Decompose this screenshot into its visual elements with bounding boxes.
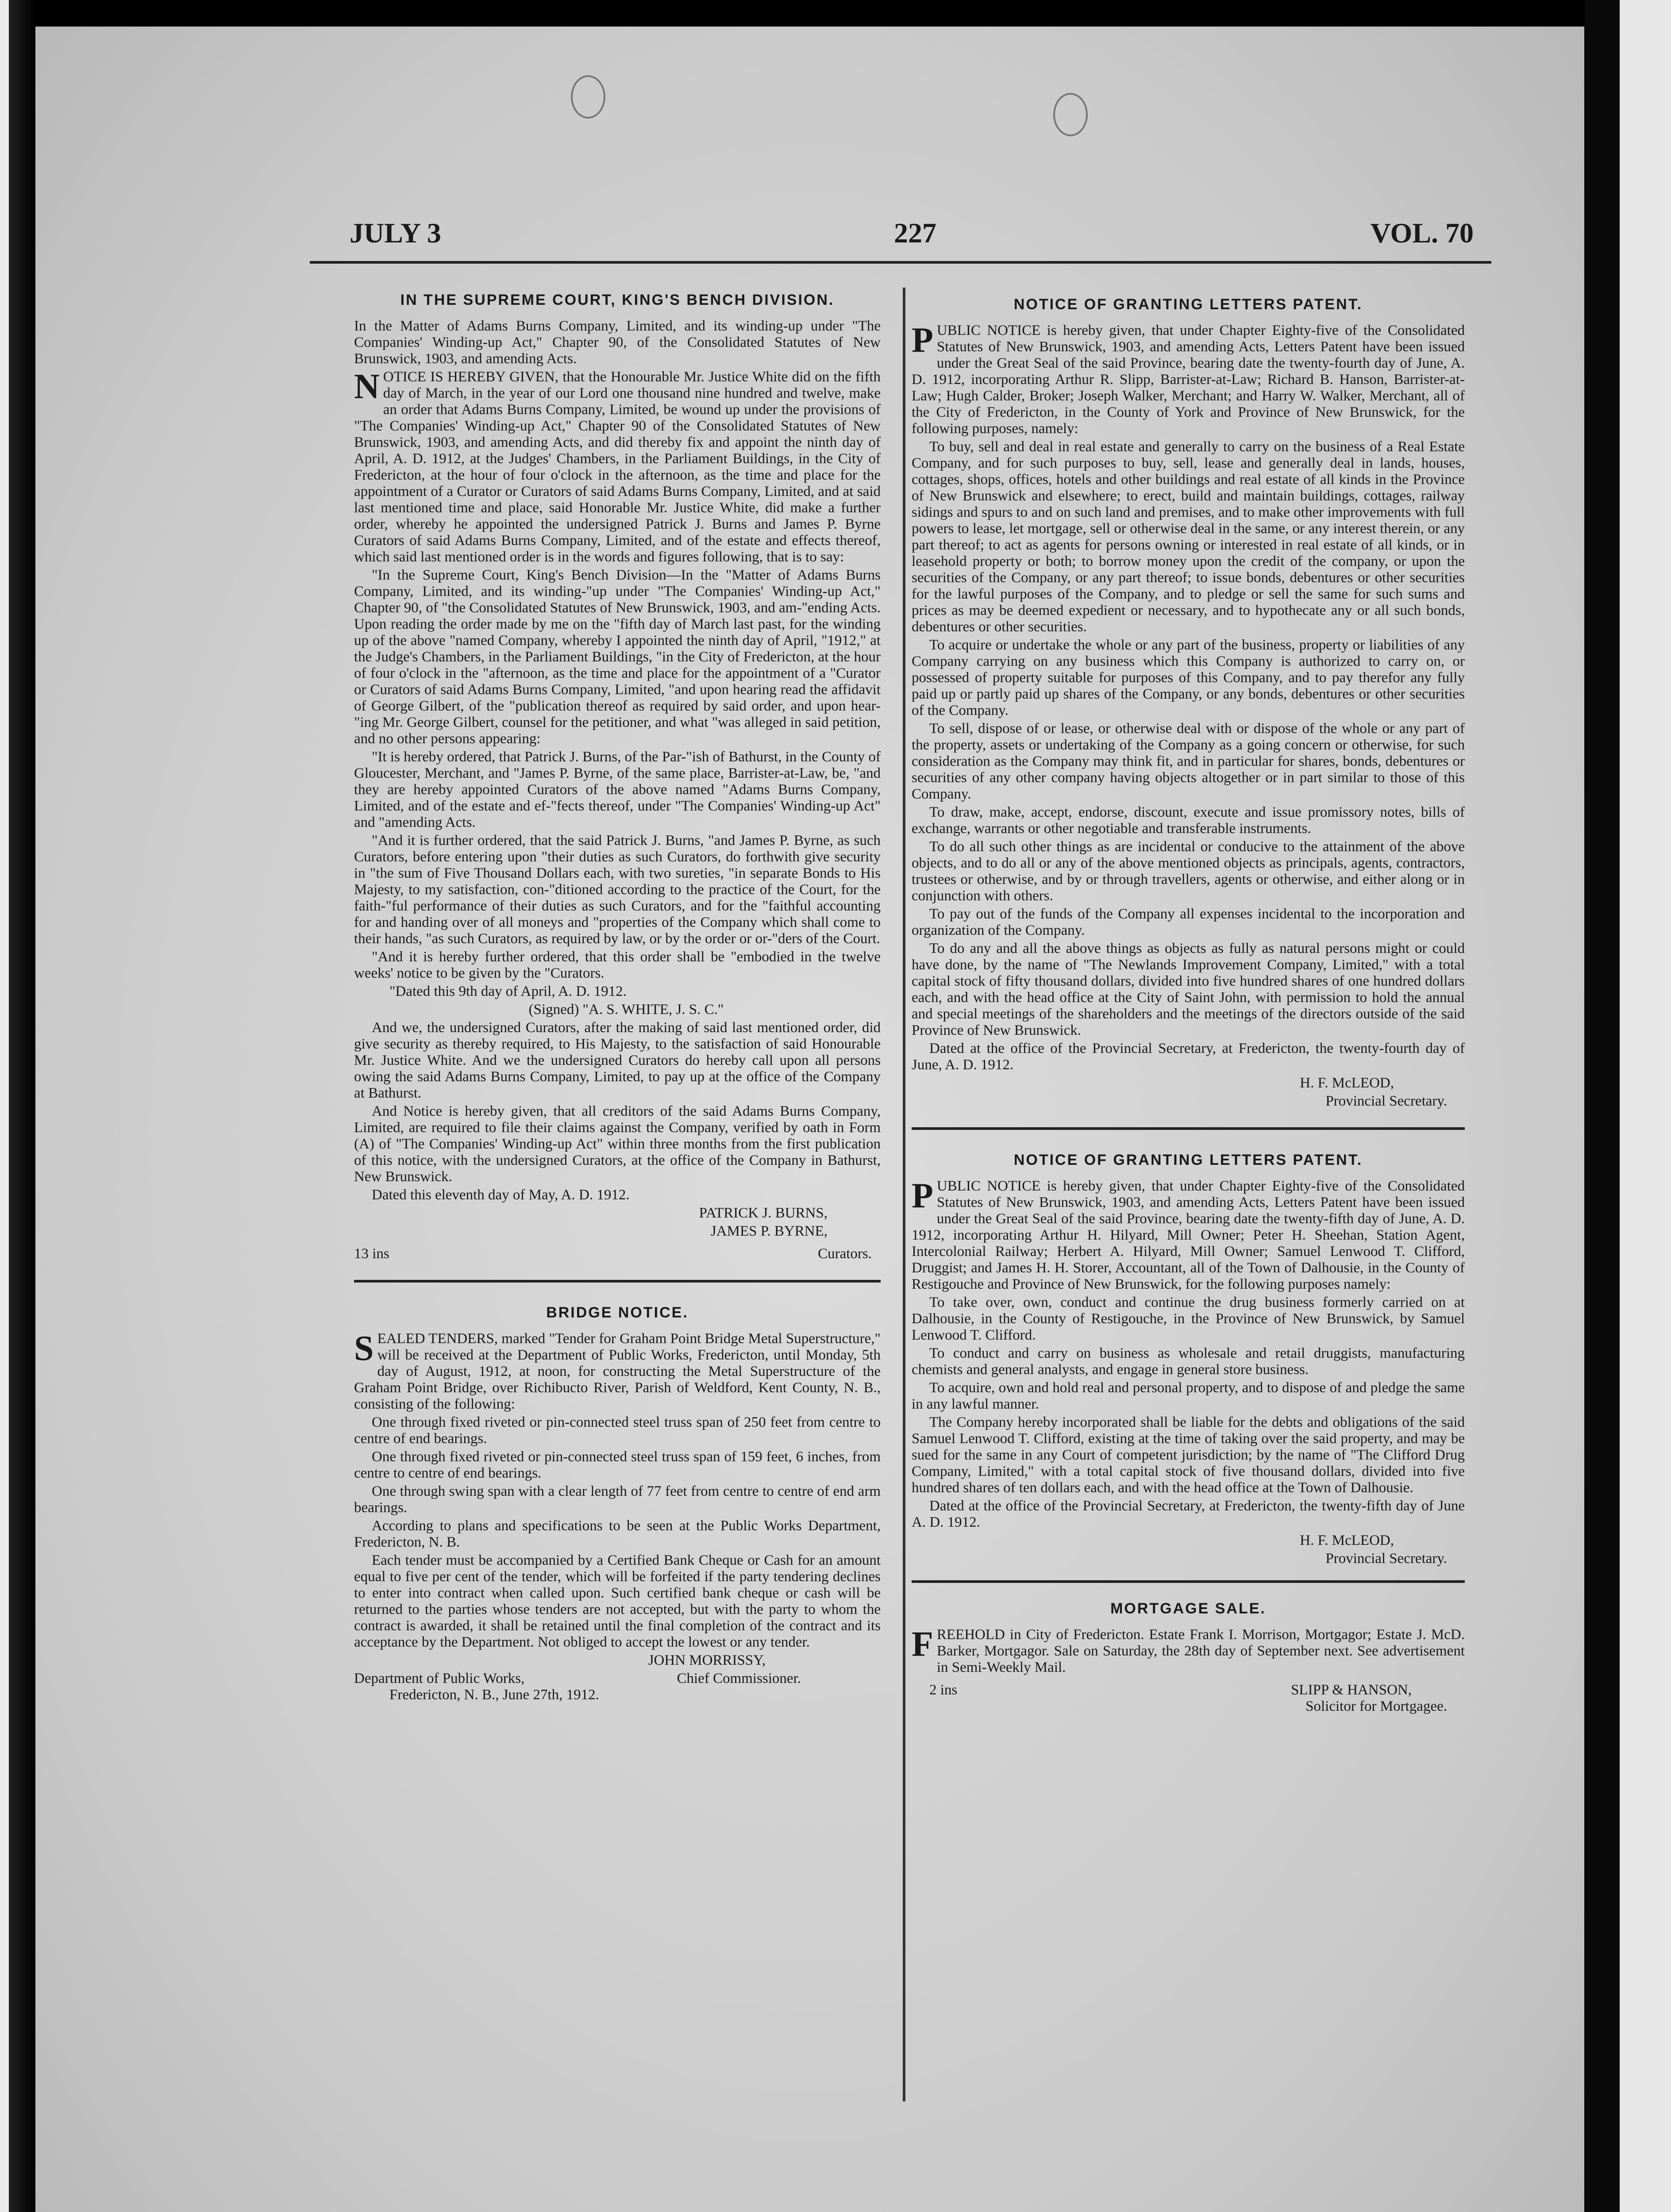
order-paragraph: "It is hereby ordered, that Patrick J. Burns, of the Par-"ish of Bathurst, in the County of Gloucester, Merchant, and "James P. Byrne, of the same place, Barrister-at-Law, be, "and they are hereby appointed Curators of the above named "Adams Burns Company, Limited, and of the estate and ef-"fects thereof, under "The Companies' Winding-up Act" and "amending Acts. bbox=[354, 749, 881, 830]
patent-body: UBLIC NOTICE is hereby given, that under Chapter Eighty-five of the Consolidated Statutes of New Brunswick, 1903, and amending Acts, Letters Patent have been issued under the Great Seal of the said Province, bearing date the twenty-fourth day of June, A. D. 1912, incorporating Arthur R. Slipp, Barrister-at-Law; Richard B. Hanson, Barrister-at-Law; Hugh Calder, Broker; Joseph Walker, Merchant; and Harry W. Walker, Merchant, all of the City of Fredericton, in the County of York and Province of New Brunswick, for the following purposes, namely: bbox=[912, 323, 1465, 437]
section-rule bbox=[354, 1280, 881, 1283]
mortgage-sale-notice bbox=[912, 1601, 1465, 1715]
patent-purpose: To do all such other things as are incidental or conducive to the attainment of the above objects, and to do all or any of the above mentioned objects as principals, agents, contractors, trustees or otherwise, and by or through travellers, agents or otherwise, and either along or in conjunction with others. bbox=[912, 839, 1465, 904]
mortgage-opening bbox=[912, 1627, 1465, 1676]
drop-cap: P bbox=[912, 1176, 933, 1215]
header-date: JULY 3 bbox=[350, 217, 441, 249]
drop-cap: N bbox=[354, 367, 380, 406]
header-rule bbox=[310, 261, 1491, 264]
signer-role: Provincial Secretary. bbox=[1325, 1551, 1447, 1567]
signer-name: H. F. McLEOD, bbox=[1300, 1532, 1394, 1548]
supreme-court-notice bbox=[354, 292, 881, 1262]
mortgage-title: MORTGAGE SALE. bbox=[1110, 1600, 1266, 1617]
volume-number: VOL. 70 bbox=[1370, 217, 1474, 249]
patent-purpose: To acquire, own and hold real and personal property, and to dispose of and pledge the same in any lawful manner. bbox=[912, 1380, 1465, 1412]
punch-hole bbox=[1053, 93, 1088, 136]
patent-purpose: To acquire or undertake the whole or any part of the business, property or liabilities of any Company carrying on any business which this Company is authorized to carry on, or possessed of property suitable for purposes of this Company, and to pay therefor any fully paid up or partly paid up shares of the Company, or any bonds, debentures or other securities of the Company. bbox=[912, 637, 1465, 718]
patent-purpose: To draw, make, accept, endorse, discount, execute and issue promissory notes, bills of exchange, warrants or other negotiable and transferable instruments. bbox=[912, 804, 1465, 837]
mortgage-body: REEHOLD in City of Fredericton. Estate Frank I. Morrison, Mortgagor; Estate J. McD. Barker, Mortgagor. Sale on Saturday, the 28th day of September next. See advertisement in Semi-Weekly Mail. bbox=[936, 1627, 1465, 1675]
patent-purpose: To do any and all the above things as objects as fully as natural persons might or could have done, by the name of "The Newlands Improvement Company, Limited," with a total capital stock of fifty thousand dollars, divided into five hundred shares of one hundred dollars each, and with the head office at the City of Saint John, with permission to hold the annual and special meetings of the shareholders and the meetings of the directors outside of the said Province of New Brunswick. bbox=[912, 941, 1465, 1038]
patent-purpose: To buy, sell and deal in real estate and generally to carry on the business of a Real Estate Company, and for such purposes to buy, sell, lease and generally deal in lands, houses, cottages, shops, offices, hotels and other buildings and real estate of all kinds in the Province of New Brunswick and elsewhere; to erect, build and maintain buildings, cottages, railway sidings and spurs to and on such land and premises, and to make other improvements with full powers to lease, let mortgage, sell or otherwise deal in the same, or any interest therein, or any part thereof; to act as agents for persons owning or interested in real estate of all kinds, or in leasehold property or both; to borrow money upon the credit of the company, or upon the securities of the Company, or any part thereof; to issue bonds, debentures or other securities for the lawful purposes of the Company, and to pledge or sell the same for such sums and prices as may be deemed expedient or necessary, and to hypothecate any or all such bonds, debentures or other securities. bbox=[912, 439, 1465, 635]
signer-name: JAMES P. BYRNE, bbox=[710, 1223, 828, 1239]
notice-paragraph: And Notice is hereby given, that all creditors of the said Adams Burns Company, Limited, are required to file their claims against the Company, verified by oath in Form (A) of "The Companies' Winding-up Act" within three months from the first publication of this notice, with the undersigned Curators, at the office of the Company in Bathurst, New Brunswick. bbox=[354, 1103, 881, 1185]
notice-body: OTICE IS HEREBY GIVEN, that the Honourable Mr. Justice White did on the fifth day of March, in the year of our Lord one thousand nine hundred and twelve, make an order that Adams Burns Company, Limited, be wound up under the provisions of "The Companies' Winding-up Act," Chapter 90 of the Consolidated Statutes of New Brunswick, 1903, and amending Acts, and did thereby fix and appoint the ninth day of April, A. D. 1912, at the Judges' Chambers, in the Parliament Buildings, in the City of Fredericton, at the hour of four o'clock in the afternoon, as the time and place for the appointment of a Curator or Curators of said Adams Burns Company, Limited, and at said last mentioned time and place, said Honorable Mr. Justice White, did make a further order, whereby he appointed the undersigned Patrick J. Burns and James P. Byrne Curators of said Adams Burns Company, Limited, and of the estate and effects thereof, which said last mentioned order is in the words and figures following, that is to say: bbox=[354, 369, 881, 565]
insertion-count: 13 ins bbox=[354, 1246, 389, 1262]
punch-hole bbox=[571, 75, 605, 119]
department-name: Department of Public Works, bbox=[354, 1671, 525, 1686]
order-paragraph: "In the Supreme Court, King's Bench Division—In the "Matter of Adams Burns Company, Limited, and its winding-"up under "The Companies' Winding-up Act," Chapter 90, of "the Consolidated Statutes of New Brunswick, 1903, and am-"ending Acts. Upon reading the order made by me on the "fifth day of March last past, for the winding up of the above "named Company, whereby I appointed the ninth day of April, "1912," at the Judge's Chambers, in the Parliament Buildings, "in the City of Fredericton, at the hour of four o'clock in the "afternoon, as the time and place for the appointment of a "Curator or Curators of said Adams Burns Company, Limited, "and upon hearing read the affidavit of George Gilbert, of the "publication thereof as required by said order, and upon hear-"ing Mr. George Gilbert, counsel for the petitioner, and what "was alleged in said petition, and no other persons appearing: bbox=[354, 567, 881, 747]
column-rule bbox=[903, 288, 905, 2101]
patent-purpose: The Company hereby incorporated shall be liable for the debts and obligations of the said Samuel Lenwood T. Clifford, existing at the time of taking over the said property, and may be sued for the same in any Court of competent jurisdiction; by the name of "The Clifford Drug Company, Limited," with a total capital stock of five thousand dollars, divided into five hundred shares of ten dollars each, and with the head office at the Town of Dalhousie. bbox=[912, 1414, 1465, 1496]
patent-opening bbox=[912, 323, 1465, 437]
signer-role: Solicitor for Mortgagee. bbox=[1305, 1698, 1447, 1714]
patent-title: NOTICE OF GRANTING LETTERS PATENT. bbox=[1013, 1152, 1363, 1168]
patent-dated: Dated at the office of the Provincial Secretary, at Fredericton, the twenty-fifth day of June A. D. 1912. bbox=[912, 1498, 1465, 1530]
signer-name: PATRICK J. BURNS, bbox=[699, 1205, 828, 1221]
order-dated: "Dated this 9th day of April, A. D. 1912. bbox=[389, 983, 627, 999]
patent-title: NOTICE OF GRANTING LETTERS PATENT. bbox=[1013, 296, 1363, 313]
patent-purpose: To pay out of the funds of the Company all expenses incidental to the incorporation and organization of the Company. bbox=[912, 906, 1465, 938]
spine-shadow bbox=[9, 0, 35, 2212]
signer-name: SLIPP & HANSON, bbox=[1291, 1682, 1412, 1698]
page-gap bbox=[1584, 0, 1620, 2212]
order-paragraph: "And it is hereby further ordered, that this order shall be "embodied in the twelve weeks' notice to be given by the "Curators. bbox=[354, 949, 881, 981]
signer-name: H. F. McLEOD, bbox=[1300, 1075, 1394, 1091]
signer-name: JOHN MORRISSY, bbox=[648, 1652, 766, 1668]
bridge-opening bbox=[354, 1331, 881, 1413]
bridge-item: One through swing span with a clear length of 77 feet from centre to centre of end arm bearings. bbox=[354, 1483, 881, 1516]
page-number: 227 bbox=[894, 217, 936, 249]
department-row bbox=[354, 1671, 881, 1687]
drop-cap: P bbox=[912, 321, 933, 360]
bridge-plans: According to plans and specifications to be seen at the Public Works Department, Fredericton, N. B. bbox=[354, 1518, 881, 1550]
patent-body: UBLIC NOTICE is hereby given, that under Chapter Eighty-five of the Consolidated Statutes of New Brunswick, 1903, and amending Acts, Letters Patent have been issued under the Great Seal of the said Province, bearing date the twenty-fifth day of June, A. D. 1912, incorporating Arthur H. Hilyard, Mill Owner; Peter H. Sheehan, Station Agent, Intercolonial Railway; Herbert A. Hilyard, Mill Owner; Samuel Lenwood T. Clifford, Druggist; and James H. H. Storer, Accountant, all of the Town of Dalhousie, in the County of Restigouche and Province of New Brunswick, for the following purposes namely: bbox=[912, 1178, 1465, 1292]
order-paragraph: "And it is further ordered, that the said Patrick J. Burns, "and James P. Byrne, as such Curators, before entering upon "their duties as such Curators, do forthwith give security in "the sum of Five Thousand Dollars each, with two sureties, "in separate Bonds to His Majesty, to my satisfaction, con-"ditioned according to the practice of the Court, for the faith-"ful performance of their duties as such Curators, and for the "faithful accounting for and handing over of all moneys and "properties of the Company which shall come to their hands, "as such Curators, as required by law, or by the order or or-"ders of the Court. bbox=[354, 833, 881, 947]
binding-edge bbox=[0, 0, 9, 2212]
patent-purpose: To conduct and carry on business as wholesale and retail druggists, manufacturing chemists and general analysts, and engage in general store business. bbox=[912, 1345, 1465, 1378]
patent-dated: Dated at the office of the Provincial Secretary, at Fredericton, the twenty-fourth day of June, A. D. 1912. bbox=[912, 1041, 1465, 1073]
left-column bbox=[354, 292, 881, 1705]
bridge-notice bbox=[354, 1305, 881, 1703]
bridge-title: BRIDGE NOTICE. bbox=[546, 1304, 689, 1321]
patent-purpose: To sell, dispose of or lease, or otherwise deal with or dispose of the whole or any part of the property, assets or undertaking of the Company as a going concern or otherwise, for such consideration as the Company may think fit, and in particular for shares, bonds, debentures or securities of any other company having objects altogether or in part similar to those of this Company. bbox=[912, 721, 1465, 802]
bridge-item: One through fixed riveted or pin-connected steel truss span of 159 feet, 6 inches, from centre to centre of end bearings. bbox=[354, 1449, 881, 1481]
bridge-body: EALED TENDERS, marked "Tender for Graham Point Bridge Metal Superstructure," will be received at the Department of Public Works, Fredericton, until Monday, 5th day of August, 1912, at noon, for constructing the Metal Superstructure of the Graham Point Bridge, over Richibucto River, Parish of Weldford, Kent County, N. B., consisting of the following: bbox=[354, 1331, 881, 1412]
patent-opening bbox=[912, 1178, 1465, 1293]
supreme-court-title: IN THE SUPREME COURT, KING'S BENCH DIVISION. bbox=[400, 292, 835, 308]
order-signature: (Signed) "A. S. WHITE, J. S. C." bbox=[528, 1002, 724, 1018]
right-column bbox=[912, 296, 1465, 1717]
next-page-edge bbox=[1620, 0, 1671, 2212]
notice-opening bbox=[354, 369, 881, 565]
matter-heading: In the Matter of Adams Burns Company, Limited, and its winding-up under "The Companies' Winding-up Act," Chapter 90, of the Consolidated Statutes of New Brunswick, 1903, and amending Acts. bbox=[354, 318, 881, 367]
signer-role: Chief Commissioner. bbox=[677, 1671, 801, 1686]
letters-patent-notice-2 bbox=[912, 1152, 1465, 1567]
drop-cap: S bbox=[354, 1329, 374, 1368]
bridge-item: One through fixed riveted or pin-connected steel truss span of 250 feet from centre to centre of end bearings. bbox=[354, 1414, 881, 1447]
insertion-row bbox=[912, 1682, 1465, 1698]
notice-paragraph: And we, the undersigned Curators, after the making of said last mentioned order, did give security as thereby required, to His Majesty, to the satisfaction of said Honourable Mr. Justice White. And we the undersigned Curators do hereby call upon all persons owing the said Adams Burns Company, Limited, to pay up at the office of the Company at Bathurst. bbox=[354, 1020, 881, 1101]
bridge-tender: Each tender must be accompanied by a Certified Bank Cheque or Cash for an amount equal to five per cent of the tender, which will be forfeited if the party tendering declines to enter into contract when called upon. Such certified bank cheque or cash will be returned to the parties whose tenders are not accepted, but with the party to whom the contract is awarded, it shall be retained until the final completion of the contract and its acceptance by the Department. Not obliged to accept the lowest or any tender. bbox=[354, 1552, 881, 1650]
drop-cap: F bbox=[912, 1625, 933, 1664]
letters-patent-notice-1 bbox=[912, 296, 1465, 1110]
insertion-count: 2 ins bbox=[929, 1682, 958, 1698]
section-rule bbox=[912, 1580, 1465, 1583]
notice-dated: Dated this eleventh day of May, A. D. 1912. bbox=[372, 1187, 630, 1203]
section-rule bbox=[912, 1127, 1465, 1130]
signer-role: Curators. bbox=[818, 1246, 872, 1262]
patent-purpose: To take over, own, conduct and continue the drug business formerly carried on at Dalhousie, in the County of Restigouche, in the Province of New Brunswick, by Samuel Lenwood T. Clifford. bbox=[912, 1294, 1465, 1343]
bridge-place-date: Fredericton, N. B., June 27th, 1912. bbox=[389, 1687, 599, 1703]
insertion-row bbox=[354, 1246, 881, 1262]
signer-role: Provincial Secretary. bbox=[1325, 1093, 1447, 1109]
